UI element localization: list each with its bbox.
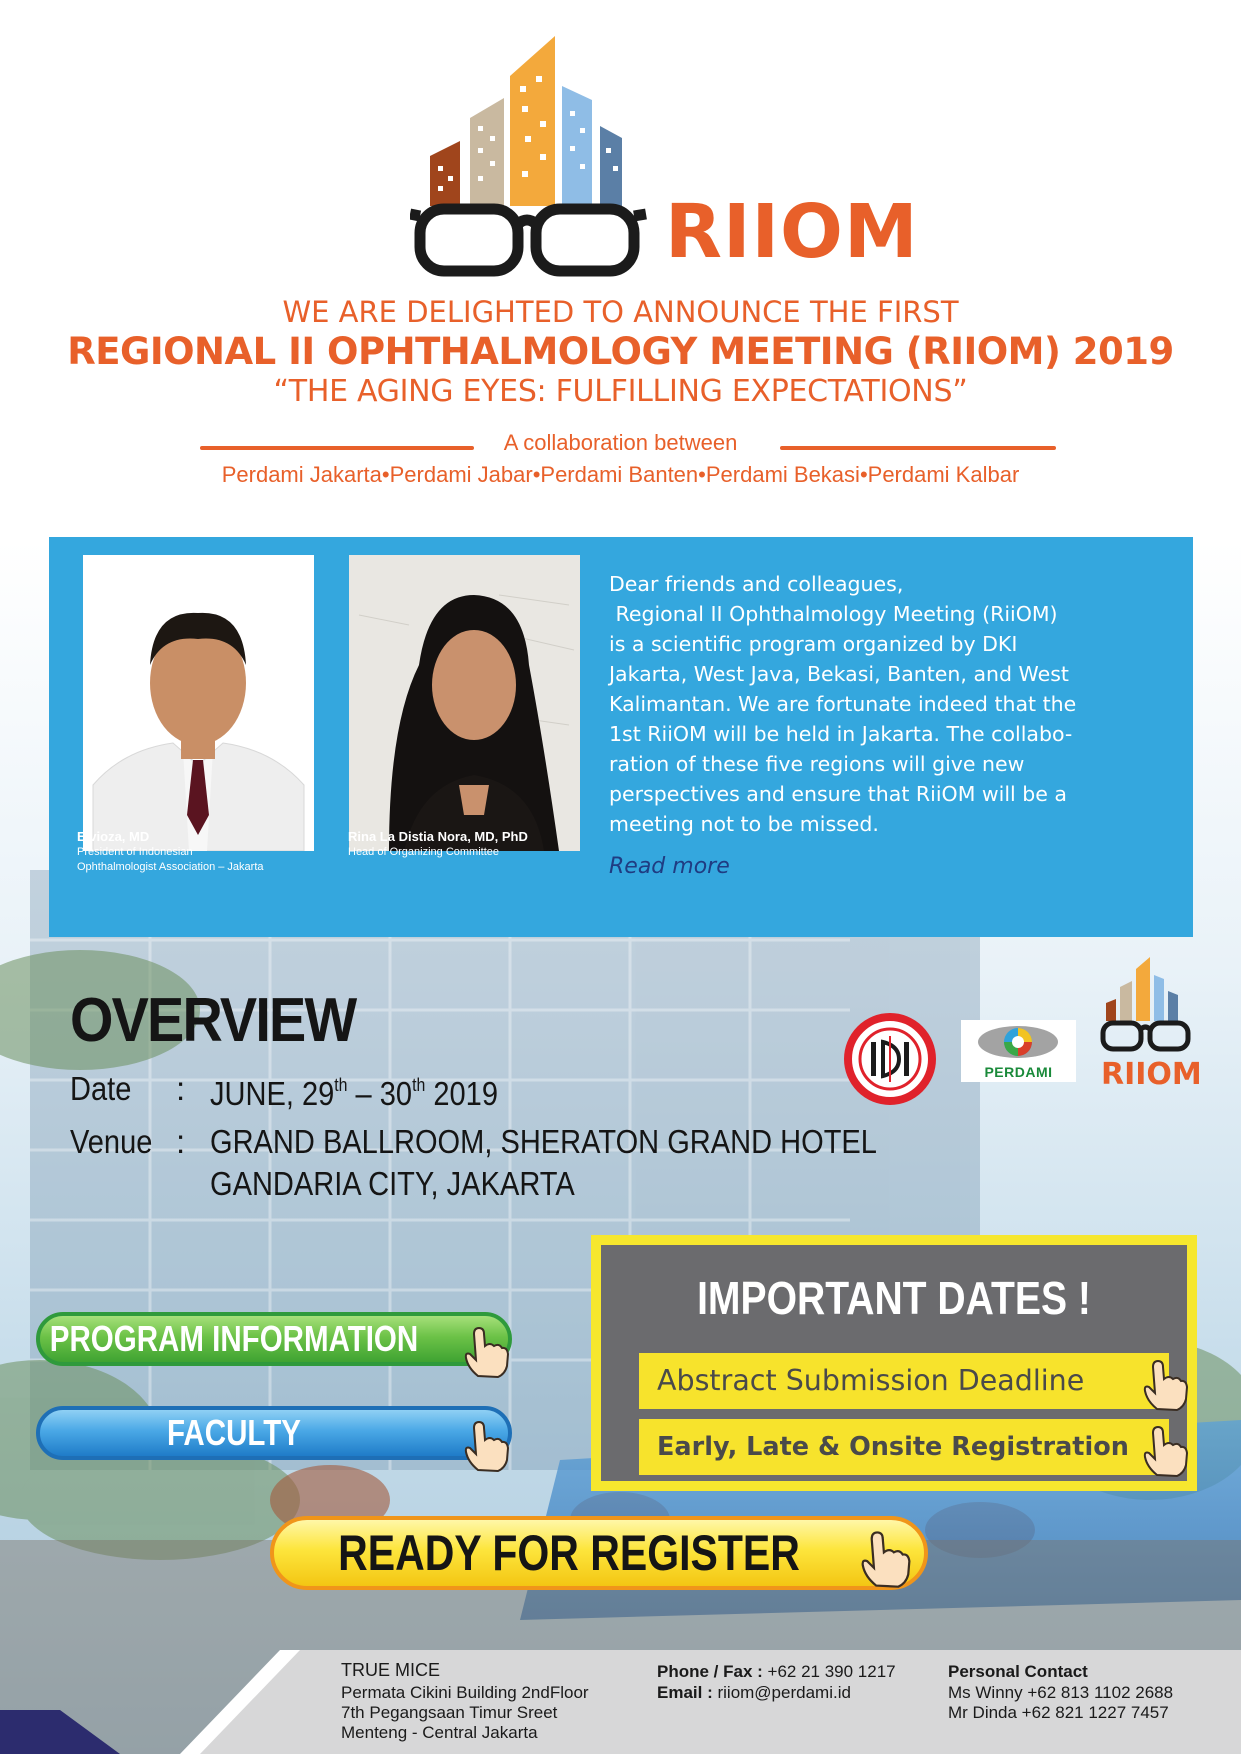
speaker-role: Head of Organizing Committee bbox=[348, 846, 500, 858]
perdami-logo bbox=[961, 1020, 1076, 1082]
divider-right bbox=[780, 446, 1056, 450]
date-colon: : bbox=[176, 1070, 186, 1107]
separator-dot: • bbox=[859, 462, 868, 487]
letter-line: perspectives and ensure that RiiOM will be a bbox=[609, 782, 1067, 806]
letter-line: ration of these five regions will give new bbox=[609, 752, 1025, 776]
abstract-submission-button[interactable] bbox=[639, 1353, 1169, 1409]
partner-item: Perdami Banten bbox=[540, 462, 699, 487]
registration-dates-label: Early, Late & Onsite Registration bbox=[657, 1432, 1129, 1462]
glasses-icon bbox=[410, 209, 646, 271]
speaker-role: President of Indonesian bbox=[77, 846, 193, 858]
partner-item: Perdami Kalbar bbox=[867, 462, 1020, 487]
brand-wordmark: RIIOM bbox=[665, 189, 919, 275]
date-label: Date bbox=[70, 1070, 132, 1107]
speaker-name: Elvioza, MD bbox=[77, 829, 150, 844]
meeting-title: REGIONAL II OPHTHALMOLOGY MEETING (RIIOM) 2019 bbox=[67, 330, 1174, 373]
pointer-hand-icon bbox=[460, 1418, 512, 1474]
footer bbox=[0, 1650, 1241, 1754]
perdami-wordmark: PERDAMI bbox=[984, 1064, 1053, 1080]
letter-line: Dear friends and colleagues, bbox=[609, 572, 904, 596]
collaboration-row bbox=[0, 432, 1241, 462]
date-value: JUNE, 29th – 30th 2019 bbox=[210, 1075, 498, 1112]
buildings-icon bbox=[430, 36, 622, 206]
abstract-submission-label: Abstract Submission Deadline bbox=[657, 1364, 1085, 1397]
speaker-role: Ophthalmologist Association – Jakarta bbox=[77, 861, 264, 873]
venue-line: GANDARIA CITY, JAKARTA bbox=[210, 1165, 575, 1202]
speaker-photo bbox=[83, 555, 314, 851]
welcome-letter bbox=[609, 569, 1179, 839]
letter-line: meeting not to be missed. bbox=[609, 812, 879, 836]
speaker-name: Rina La Distia Nora, MD, PhD bbox=[348, 829, 528, 844]
ready-for-register-label: READY FOR REGISTER bbox=[338, 1525, 800, 1581]
riiom-small-logo bbox=[1098, 955, 1194, 1055]
separator-dot: • bbox=[381, 462, 390, 487]
pointer-hand-icon bbox=[1139, 1423, 1191, 1479]
company-name: TRUE MICE bbox=[341, 1660, 440, 1680]
faculty-button[interactable] bbox=[36, 1406, 512, 1460]
address-line: Permata Cikini Building 2ndFloor bbox=[341, 1683, 589, 1702]
partner-item: Perdami Jabar bbox=[389, 462, 533, 487]
partner-list bbox=[0, 464, 1241, 486]
letter-line: Regional II Ophthalmology Meeting (RiiOM) bbox=[609, 602, 1058, 626]
separator-dot: • bbox=[532, 462, 541, 487]
personal-contact-line: Ms Winny +62 813 1102 2688 bbox=[948, 1683, 1174, 1702]
venue-label: Venue bbox=[70, 1123, 153, 1160]
faculty-label: FACULTY bbox=[167, 1412, 301, 1453]
meeting-theme: “THE AGING EYES: FULFILLING EXPECTATIONS” bbox=[273, 374, 968, 409]
announcement-line: WE ARE DELIGHTED TO ANNOUNCE THE FIRST bbox=[282, 295, 959, 329]
eye-icon bbox=[961, 1020, 1076, 1064]
letter-line: 1st RiiOM will be held in Jakarta. The collabo- bbox=[609, 722, 1073, 746]
collaboration-label: A collaboration between bbox=[503, 430, 738, 455]
partner-item: Perdami Bekasi bbox=[705, 462, 860, 487]
riiom-small-wordmark: RIIOM bbox=[1101, 1057, 1202, 1092]
personal-contact-title: Personal Contact bbox=[948, 1662, 1088, 1681]
important-dates-panel bbox=[591, 1235, 1197, 1491]
address-line: 7th Pegangsaan Timur Sreet bbox=[341, 1703, 558, 1722]
phone-info: Phone / Fax : +62 21 390 1217 bbox=[657, 1662, 896, 1681]
venue-colon: : bbox=[176, 1123, 186, 1160]
important-dates-title: IMPORTANT DATES ! bbox=[697, 1272, 1091, 1324]
pointer-hand-icon bbox=[856, 1528, 914, 1590]
welcome-panel bbox=[49, 537, 1193, 937]
address-line: Menteng - Central Jakarta bbox=[341, 1723, 538, 1742]
email-info: Email : riiom@perdami.id bbox=[657, 1683, 851, 1702]
venue-line: GRAND BALLROOM, SHERATON GRAND HOTEL bbox=[210, 1123, 877, 1160]
overview-title: OVERVIEW bbox=[70, 986, 356, 1055]
pointer-hand-icon bbox=[460, 1324, 512, 1380]
speaker-photo bbox=[349, 555, 580, 851]
letter-line: Kalimantan. We are fortunate indeed that the bbox=[609, 692, 1077, 716]
separator-dot: • bbox=[698, 462, 706, 487]
idi-seal-icon bbox=[843, 1012, 937, 1106]
ready-for-register-button[interactable] bbox=[270, 1516, 928, 1590]
registration-dates-button[interactable] bbox=[639, 1419, 1169, 1475]
partner-item: Perdami Jakarta bbox=[221, 462, 382, 487]
program-information-label: PROGRAM INFORMATION bbox=[49, 1318, 419, 1359]
letter-line: is a scientific program organized by DKI bbox=[609, 632, 1018, 656]
letter-line: Jakarta, West Java, Bekasi, Banten, and West bbox=[609, 662, 1069, 686]
read-more-link[interactable]: Read more bbox=[609, 854, 730, 879]
program-information-button[interactable] bbox=[36, 1312, 512, 1366]
personal-contact-line: Mr Dinda +62 821 1227 7457 bbox=[948, 1703, 1169, 1722]
pointer-hand-icon bbox=[1139, 1357, 1191, 1413]
